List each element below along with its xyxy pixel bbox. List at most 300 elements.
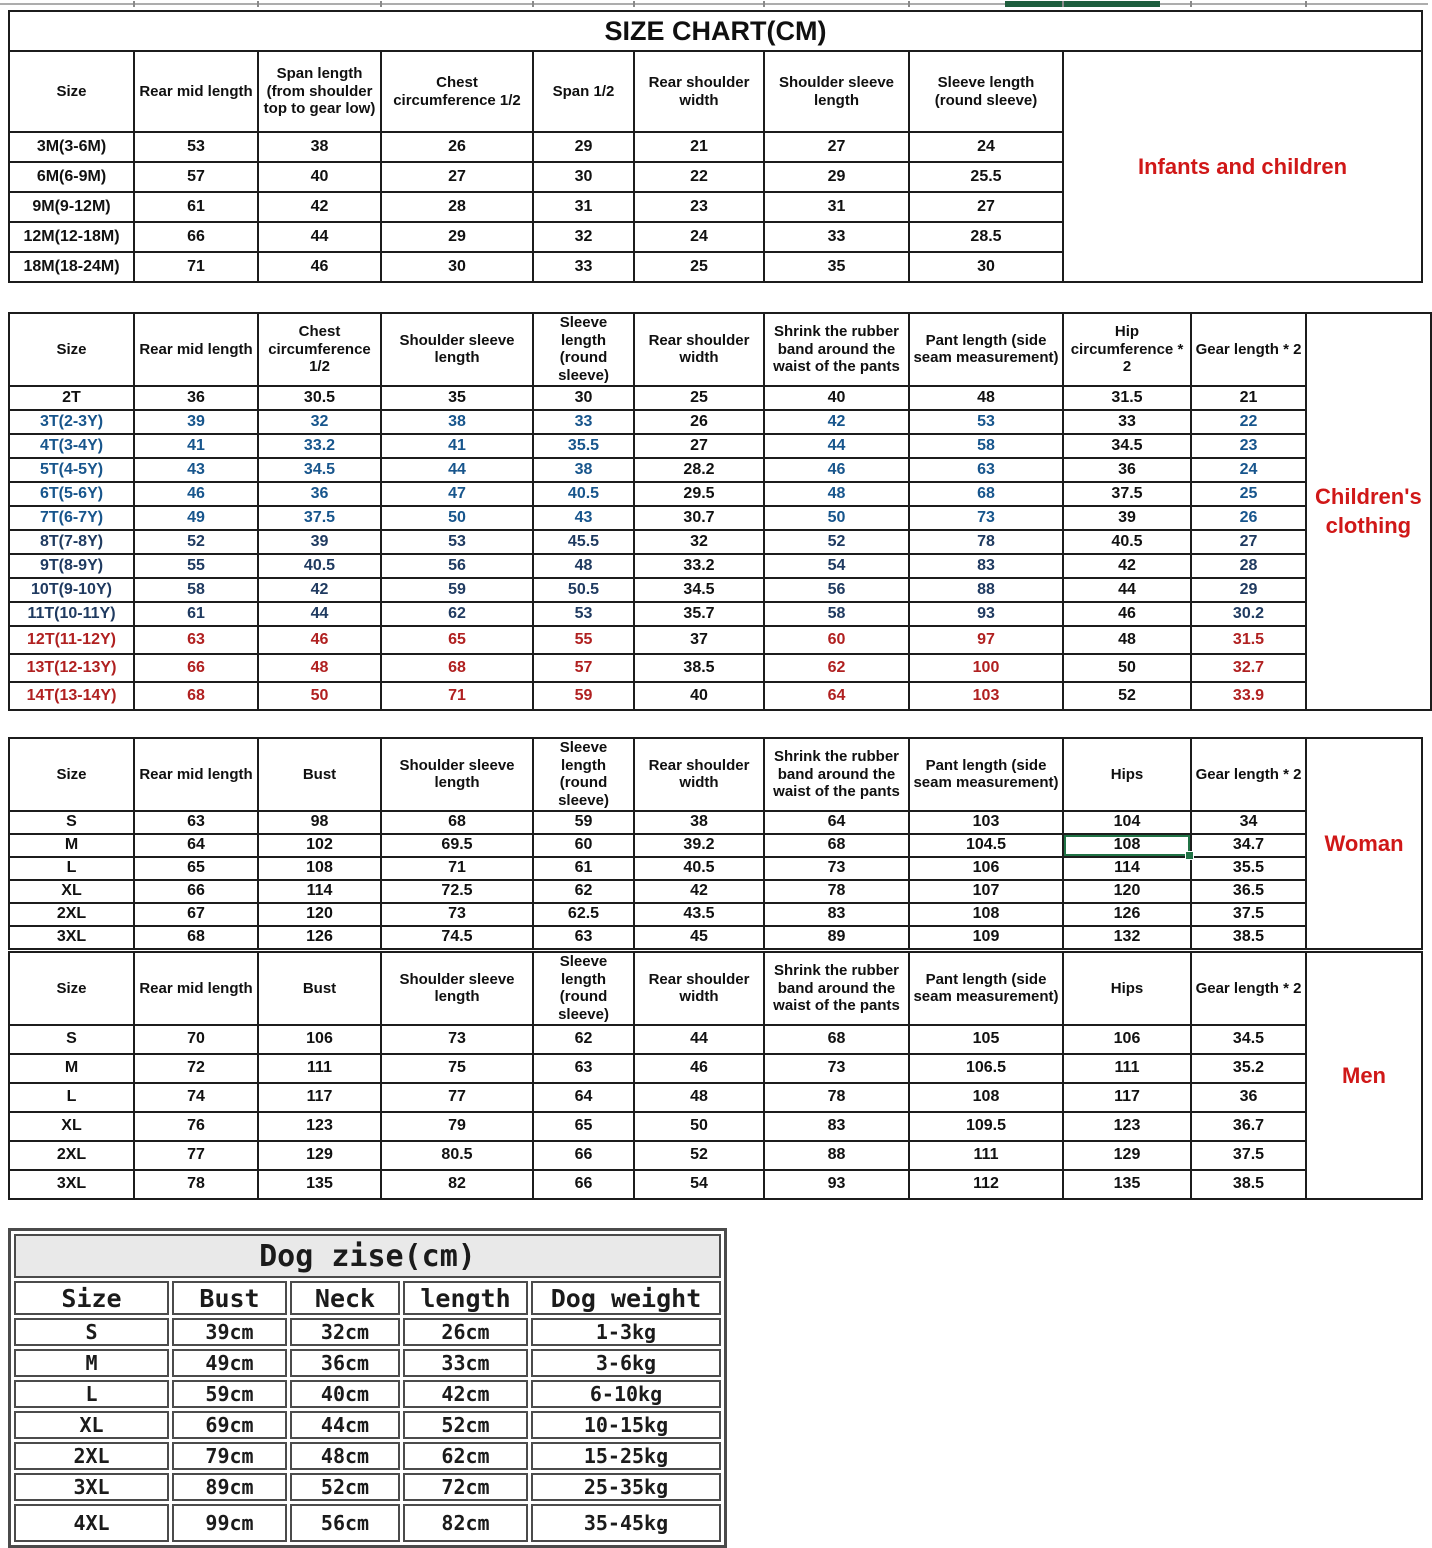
table-cell: 102	[258, 834, 381, 857]
table-cell: 52cm	[403, 1411, 528, 1439]
table-cell: 50.5	[533, 578, 634, 602]
table-row	[9, 1054, 1306, 1083]
table-cell: 77	[134, 1141, 258, 1170]
table-row	[9, 410, 1306, 434]
table-cell: 73	[764, 1054, 909, 1083]
table-cell: 44cm	[290, 1411, 400, 1439]
table-cell: 33	[533, 410, 634, 434]
table-cell: 57	[134, 162, 258, 192]
table-cell: 132	[1063, 926, 1191, 949]
table-cell: 100	[909, 654, 1063, 682]
table-cell: 55	[533, 626, 634, 654]
table-row	[9, 192, 1063, 222]
table-cell: 56	[764, 578, 909, 602]
table-cell: 48cm	[290, 1442, 400, 1470]
table-row	[9, 1141, 1306, 1170]
section-label-infants: Infants and children	[1062, 50, 1423, 283]
table-cell: 35.2	[1191, 1054, 1306, 1083]
header-row	[9, 952, 1306, 1025]
table-cell: 36	[1063, 458, 1191, 482]
column-boundary-tick	[380, 1, 382, 7]
table-cell: 80.5	[381, 1141, 533, 1170]
table-cell: 48	[533, 554, 634, 578]
size-cell: 2T	[9, 386, 134, 410]
table-cell: 68	[134, 926, 258, 949]
table-cell: 37.5	[1191, 1141, 1306, 1170]
header-row	[9, 51, 1063, 132]
table-cell: 65	[134, 857, 258, 880]
table-cell: 59	[533, 682, 634, 710]
column-header: Gear length * 2	[1191, 738, 1306, 811]
table-cell: 38.5	[1191, 926, 1306, 949]
table-cell: 28	[1191, 554, 1306, 578]
table-cell: 43.5	[634, 903, 764, 926]
table-cell: 68	[764, 834, 909, 857]
table-cell: 88	[764, 1141, 909, 1170]
column-header: Size	[9, 51, 134, 132]
table-cell: 75	[381, 1054, 533, 1083]
column-header: Sleeve length (round sleeve)	[533, 738, 634, 811]
table-cell: 50	[1063, 654, 1191, 682]
table-cell: 89	[764, 926, 909, 949]
men-size-table	[8, 951, 1307, 1200]
table-cell: 48	[258, 654, 381, 682]
table-cell: 64	[533, 1083, 634, 1112]
table-cell: 54	[634, 1170, 764, 1199]
table-cell: 24	[909, 132, 1063, 162]
table-cell: 15-25kg	[531, 1442, 721, 1470]
table-cell: 40	[258, 162, 381, 192]
table-cell: 30	[381, 252, 533, 282]
table-cell: 108	[258, 857, 381, 880]
table-cell: 126	[1063, 903, 1191, 926]
table-cell: 23	[1191, 434, 1306, 458]
column-header: Span length (from shoulder top to gear low)	[258, 51, 381, 132]
table-row	[9, 554, 1306, 578]
column-header: Sleeve length (round sleeve)	[533, 952, 634, 1025]
table-cell: 135	[258, 1170, 381, 1199]
header-row	[9, 313, 1306, 386]
size-cell: 8T(7-8Y)	[9, 530, 134, 554]
column-header: Rear mid length	[134, 313, 258, 386]
table-cell: 73	[381, 1025, 533, 1054]
column-header: Hips	[1063, 738, 1191, 811]
table-cell: 25.5	[909, 162, 1063, 192]
table-cell: 26cm	[403, 1318, 528, 1346]
column-header: Size	[9, 738, 134, 811]
table-cell: 70	[134, 1025, 258, 1054]
table-cell: 29	[764, 162, 909, 192]
table-cell: 66	[134, 654, 258, 682]
table-cell: 106	[258, 1025, 381, 1054]
table-cell: 129	[1063, 1141, 1191, 1170]
table-cell: 35.7	[634, 602, 764, 626]
size-cell: 9M(9-12M)	[9, 192, 134, 222]
size-chart-title: SIZE CHART(CM)	[8, 10, 1423, 52]
table-cell: 135	[1063, 1170, 1191, 1199]
table-cell: 48	[634, 1083, 764, 1112]
table-cell: 40.5	[634, 857, 764, 880]
table-cell: 98	[258, 811, 381, 834]
table-row	[9, 578, 1306, 602]
children-size-table	[8, 312, 1307, 711]
table-cell: 129	[258, 1141, 381, 1170]
table-cell: 30	[533, 386, 634, 410]
table-cell: 53	[381, 530, 533, 554]
table-cell: 26	[381, 132, 533, 162]
table-cell: 46	[764, 458, 909, 482]
column-boundary-tick	[633, 1, 635, 7]
size-cell: 6M(6-9M)	[9, 162, 134, 192]
table-row	[9, 654, 1306, 682]
table-cell: 71	[134, 252, 258, 282]
table-cell: 38.5	[1191, 1170, 1306, 1199]
table-cell: 50	[634, 1112, 764, 1141]
table-cell: 46	[258, 252, 381, 282]
size-cell: 9T(8-9Y)	[9, 554, 134, 578]
table-cell: 27	[1191, 530, 1306, 554]
men-table-block	[8, 951, 1423, 1200]
size-cell: 10T(9-10Y)	[9, 578, 134, 602]
table-cell: 33	[1063, 410, 1191, 434]
column-header: Chest circumference 1/2	[381, 51, 533, 132]
table-cell: 78	[764, 1083, 909, 1112]
size-cell: 12M(12-18M)	[9, 222, 134, 252]
table-cell: 34.5	[1191, 1025, 1306, 1054]
table-cell: 109.5	[909, 1112, 1063, 1141]
table-cell: 68	[381, 654, 533, 682]
table-cell: 123	[1063, 1112, 1191, 1141]
table-cell: 112	[909, 1170, 1063, 1199]
column-header: Shrink the rubber band around the waist of the pants	[764, 313, 909, 386]
dog-table-title: Dog zise(cm)	[14, 1234, 721, 1278]
table-cell: 36	[134, 386, 258, 410]
table-cell: 40.5	[1063, 530, 1191, 554]
table-cell: 78	[909, 530, 1063, 554]
table-cell: 35.5	[533, 434, 634, 458]
size-cell: L	[9, 1083, 134, 1112]
table-cell: 55	[134, 554, 258, 578]
table-row	[14, 1473, 721, 1501]
table-row	[9, 1025, 1306, 1054]
table-cell: 50	[258, 682, 381, 710]
column-header: Pant length (side seam measurement)	[909, 738, 1063, 811]
table-cell: 50	[764, 506, 909, 530]
table-cell: 48	[1063, 626, 1191, 654]
table-cell: 40	[764, 386, 909, 410]
column-boundary-tick	[1305, 1, 1307, 7]
table-cell: 52	[134, 530, 258, 554]
table-cell: 93	[764, 1170, 909, 1199]
table-cell: 21	[634, 132, 764, 162]
table-row	[9, 434, 1306, 458]
column-header: Pant length (side seam measurement)	[909, 952, 1063, 1025]
table-cell: 117	[258, 1083, 381, 1112]
column-header: Size	[14, 1281, 169, 1315]
column-header: Bust	[172, 1281, 287, 1315]
table-cell: 65	[381, 626, 533, 654]
table-cell: 62	[533, 880, 634, 903]
table-cell: 66	[134, 880, 258, 903]
table-cell: 36.7	[1191, 1112, 1306, 1141]
table-row	[9, 458, 1306, 482]
table-cell: 38	[258, 132, 381, 162]
size-cell: M	[9, 1054, 134, 1083]
table-row	[9, 626, 1306, 654]
table-cell: 49	[134, 506, 258, 530]
table-cell: 49cm	[172, 1349, 287, 1377]
table-cell: 106	[909, 857, 1063, 880]
table-row	[9, 252, 1063, 282]
section-label-men: Men	[1305, 951, 1423, 1200]
table-cell: 104.5	[909, 834, 1063, 857]
table-cell: 56cm	[290, 1504, 400, 1542]
table-cell: 82cm	[403, 1504, 528, 1542]
column-header: Neck	[290, 1281, 400, 1315]
table-cell: 27	[634, 434, 764, 458]
table-cell: 72	[134, 1054, 258, 1083]
table-cell: 40.5	[258, 554, 381, 578]
table-cell: 30.5	[258, 386, 381, 410]
section-label-woman: Woman	[1305, 737, 1423, 950]
table-cell: 53	[533, 602, 634, 626]
table-row	[9, 162, 1063, 192]
table-row	[14, 1318, 721, 1346]
table-cell: 39	[1063, 506, 1191, 530]
table-cell: 79	[381, 1112, 533, 1141]
table-cell: 58	[764, 602, 909, 626]
size-cell: 11T(10-11Y)	[9, 602, 134, 626]
table-cell: 56	[381, 554, 533, 578]
column-boundary-tick	[532, 1, 534, 7]
table-cell: 42cm	[403, 1380, 528, 1408]
column-header: length	[403, 1281, 528, 1315]
table-cell: 109	[909, 926, 1063, 949]
table-cell: 32	[533, 222, 634, 252]
table-cell: 63	[134, 626, 258, 654]
table-cell: 33	[533, 252, 634, 282]
table-cell: 44	[634, 1025, 764, 1054]
table-cell: 120	[258, 903, 381, 926]
table-cell: 58	[909, 434, 1063, 458]
table-cell: 120	[1063, 880, 1191, 903]
table-cell: 34.5	[634, 578, 764, 602]
table-cell: 79cm	[172, 1442, 287, 1470]
table-row	[9, 880, 1306, 903]
infants-size-table	[8, 50, 1064, 283]
table-cell: 34.7	[1191, 834, 1306, 857]
column-header: Bust	[258, 738, 381, 811]
table-cell: 73	[764, 857, 909, 880]
woman-size-table	[8, 737, 1307, 950]
size-cell: L	[9, 857, 134, 880]
table-cell: 62	[381, 602, 533, 626]
table-cell: 26	[1191, 506, 1306, 530]
table-cell: 42	[764, 410, 909, 434]
table-cell: 46	[258, 626, 381, 654]
table-cell: 93	[909, 602, 1063, 626]
table-cell: 33	[764, 222, 909, 252]
column-header: Size	[9, 952, 134, 1025]
column-header: Shrink the rubber band around the waist of the pants	[764, 952, 909, 1025]
column-header: Rear mid length	[134, 952, 258, 1025]
size-cell: S	[9, 1025, 134, 1054]
size-cell: XL	[9, 1112, 134, 1141]
table-cell: 68	[909, 482, 1063, 506]
table-cell: 107	[909, 880, 1063, 903]
table-cell: 114	[258, 880, 381, 903]
table-cell: 68	[381, 811, 533, 834]
table-cell: 66	[134, 222, 258, 252]
table-cell: 34.5	[258, 458, 381, 482]
table-cell: 64	[134, 834, 258, 857]
table-row	[9, 682, 1306, 710]
table-cell: 52	[634, 1141, 764, 1170]
table-cell: 53	[909, 410, 1063, 434]
dog-header-row	[14, 1281, 721, 1315]
table-cell: 42	[258, 192, 381, 222]
table-cell: 38	[634, 811, 764, 834]
column-boundary-tick	[257, 1, 259, 7]
table-cell: 31	[533, 192, 634, 222]
table-row	[14, 1442, 721, 1470]
table-cell: 105	[909, 1025, 1063, 1054]
table-cell: 41	[134, 434, 258, 458]
table-cell: 46	[134, 482, 258, 506]
table-cell: 37	[634, 626, 764, 654]
table-cell: 3-6kg	[531, 1349, 721, 1377]
table-cell: 43	[134, 458, 258, 482]
table-cell: 38	[381, 410, 533, 434]
selected-cell: 108	[1063, 834, 1191, 857]
table-cell: 76	[134, 1112, 258, 1141]
table-cell: 42	[258, 578, 381, 602]
column-header: Span 1/2	[533, 51, 634, 132]
column-header: Gear length * 2	[1191, 313, 1306, 386]
table-cell: 59	[533, 811, 634, 834]
table-cell: 67	[134, 903, 258, 926]
size-cell: 3T(2-3Y)	[9, 410, 134, 434]
table-cell: 27	[764, 132, 909, 162]
table-cell: 54	[764, 554, 909, 578]
table-cell: 46	[1063, 602, 1191, 626]
table-cell: 71	[381, 857, 533, 880]
table-cell: 30	[533, 162, 634, 192]
column-header: Rear shoulder width	[634, 51, 764, 132]
table-row	[9, 132, 1063, 162]
table-cell: 46	[634, 1054, 764, 1083]
table-cell: 103	[909, 682, 1063, 710]
column-header: Shoulder sleeve length	[381, 313, 533, 386]
size-cell: 6T(5-6Y)	[9, 482, 134, 506]
column-header: Gear length * 2	[1191, 952, 1306, 1025]
table-cell: 42	[634, 880, 764, 903]
table-cell: 27	[909, 192, 1063, 222]
column-header: Chest circumference 1/2	[258, 313, 381, 386]
table-cell: 33.2	[258, 434, 381, 458]
size-cell: 4T(3-4Y)	[9, 434, 134, 458]
table-cell: 44	[1063, 578, 1191, 602]
table-cell: 77	[381, 1083, 533, 1112]
table-cell: 37.5	[258, 506, 381, 530]
table-row	[14, 1349, 721, 1377]
table-cell: 22	[1191, 410, 1306, 434]
table-cell: 111	[258, 1054, 381, 1083]
size-cell: M	[14, 1349, 169, 1377]
table-row	[9, 222, 1063, 252]
table-cell: 29	[381, 222, 533, 252]
table-cell: 58	[134, 578, 258, 602]
table-cell: 59	[381, 578, 533, 602]
table-cell: 34.5	[1063, 434, 1191, 458]
table-cell: 25	[1191, 482, 1306, 506]
table-cell: 63	[533, 926, 634, 949]
table-cell: 22	[634, 162, 764, 192]
table-cell: 57	[533, 654, 634, 682]
size-cell: S	[9, 811, 134, 834]
size-cell: 3XL	[9, 1170, 134, 1199]
table-cell: 36.5	[1191, 880, 1306, 903]
table-cell: 40cm	[290, 1380, 400, 1408]
table-cell: 39	[134, 410, 258, 434]
column-header: Hips	[1063, 952, 1191, 1025]
children-table-block	[8, 312, 1423, 711]
table-cell: 78	[134, 1170, 258, 1199]
size-cell: L	[14, 1380, 169, 1408]
table-cell: 48	[909, 386, 1063, 410]
table-cell: 83	[764, 1112, 909, 1141]
green-selection-bar	[1005, 1, 1160, 7]
table-cell: 33cm	[403, 1349, 528, 1377]
dog-table-block	[8, 1228, 727, 1548]
column-header: Hip circumference * 2	[1063, 313, 1191, 386]
table-row	[9, 482, 1306, 506]
size-cell: 3XL	[9, 926, 134, 949]
table-row	[9, 506, 1306, 530]
table-row	[9, 386, 1306, 410]
table-cell: 83	[764, 903, 909, 926]
table-row	[9, 857, 1306, 880]
table-cell: 44	[381, 458, 533, 482]
table-cell: 97	[909, 626, 1063, 654]
column-header: Sleeve length (round sleeve)	[533, 313, 634, 386]
table-cell: 27	[381, 162, 533, 192]
table-cell: 29	[533, 132, 634, 162]
table-cell: 63	[909, 458, 1063, 482]
table-cell: 34	[1191, 811, 1306, 834]
table-cell: 69.5	[381, 834, 533, 857]
size-cell: 7T(6-7Y)	[9, 506, 134, 530]
table-cell: 25	[634, 252, 764, 282]
size-cell: XL	[9, 880, 134, 903]
table-cell: 117	[1063, 1083, 1191, 1112]
table-cell: 71	[381, 682, 533, 710]
column-header: Pant length (side seam measurement)	[909, 313, 1063, 386]
table-cell: 29.5	[634, 482, 764, 506]
table-cell: 32	[634, 530, 764, 554]
column-header: Rear shoulder width	[634, 738, 764, 811]
table-cell: 66	[533, 1170, 634, 1199]
column-header: Shrink the rubber band around the waist of the pants	[764, 738, 909, 811]
size-cell: 12T(11-12Y)	[9, 626, 134, 654]
table-cell: 72cm	[403, 1473, 528, 1501]
table-cell: 65	[533, 1112, 634, 1141]
woman-table-block	[8, 737, 1423, 950]
table-cell: 78	[764, 880, 909, 903]
table-cell: 61	[533, 857, 634, 880]
size-cell: 5T(4-5Y)	[9, 458, 134, 482]
column-header: Shoulder sleeve length	[381, 738, 533, 811]
